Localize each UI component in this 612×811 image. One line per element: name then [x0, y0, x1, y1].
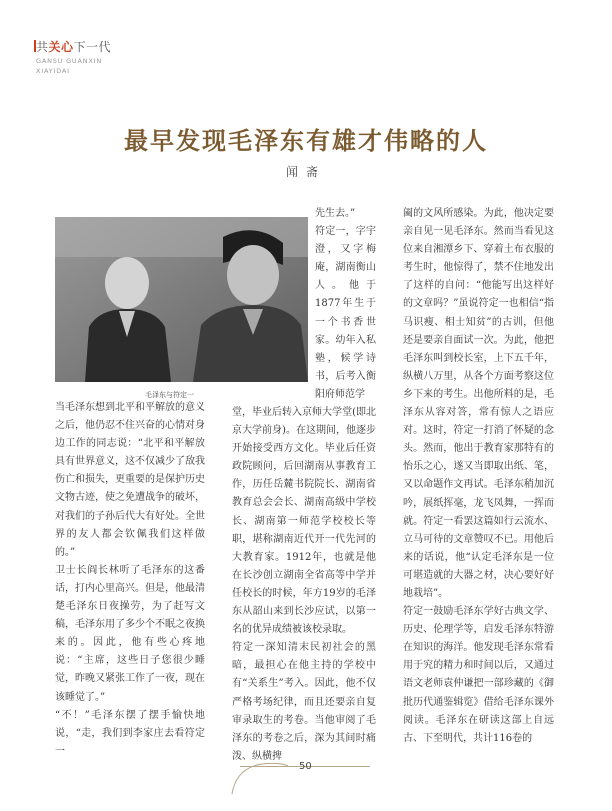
footer-ornament	[230, 756, 290, 796]
paragraph: 符定一深知清末民初社会的黑暗，最担心在他主持的学校中有“关系生”考入。因此，他不仅严格考场纪律，而且还要亲自复审录取生的考卷。当他审阅了毛泽东的考卷之后，深为其间时痛泼、纵横捭	[232, 642, 376, 762]
page-number: 50	[299, 761, 312, 772]
paragraph: 堂，毕业后转入京师大学堂(即北京大学前身)。在这期间，他逐步开始接受西方文化。毕业后任资政院顾问，后回湖南从事教育工作，历任岳麓书院院长、湖南省教育总会会长、湖南高级中学校长、湖南第一师范学校校长等职，堪称湖南近代开一代先河的大教育家。1912年，也就是他在长沙创立湖南全省高等中学并任校长的时候，年方19岁的毛泽东从韶山来到长沙应试，以第一名的优异成绩被该校录取。	[232, 407, 376, 636]
header-accent-bar	[34, 40, 36, 52]
magazine-pinyin-line1: GANSU GUANXIN	[36, 57, 103, 65]
paragraph: 符定一鼓励毛泽东学好古典文学、历史、伦理学等，启发毛泽东特游在知识的海洋。他发现毛泽东常看用于究的精力和时间以后，又通过语文老师袁仲谦把一部珍藏的《御批历代通鉴辑览》借给毛泽东课外阅读。毛泽东在研读这部上自远古、下至明代，共计116卷的	[403, 606, 554, 744]
article-author: 闻斋	[285, 165, 326, 179]
magazine-name-prefix: 共	[36, 40, 49, 54]
paragraph: “不！”毛泽东摆了摆手愉快地说，“走，我们到李家庄去看符定一	[55, 709, 205, 757]
photo-illustration	[55, 217, 308, 382]
historical-photo	[55, 217, 308, 382]
paragraph: 阖的文风所感染。为此，他决定要亲自见一见毛泽东。然而当看见这位来自湘潭乡下、穿着土布衣服的考生时，他惊得了，禁不住地发出了这样的自问：“他能写出这样好的文章吗？”虽说符定一也相信“指马识痩、相士知贫”的古训，但他还是要亲自面试一次。为此，他把毛泽东叫到校长室，上下五千年，纵横八万里，从各个方面考察这位乡下来的考生。出他所料的是，毛泽东从容对答，常有惊人之语应对。这时，符定一打消了怀疑的念头。然而，他出于教育家那特有的怡乐之心，遂又当即取出纸、笔，又以命题作文再试。毛泽东稍加沉吟，展纸挥毫，龙飞凤舞，一挥而就。符定一看罢这篇如行云流水、立马可待的文章赞叹不已。用他后来的话说，他“认定毛泽东是一位可堪造就的大器之材，决心要好好地栽培”。	[403, 208, 554, 599]
text-column-2-lower	[232, 404, 376, 766]
text-column-3	[403, 205, 554, 748]
magazine-pinyin-line2: XIAYIDAI	[36, 67, 70, 75]
paragraph: 卫士长阎长林听了毛泽东的这番话，打内心里高兴。但是，他最清楚毛泽东日夜操劳，为了赶写文稿，毛泽东用了多少个不眠之夜换来的。因此，他有些心疼地说：“主席，这些日子您很少睡觉，昨晚又紧张工作了一夜，现在该睡觉了。”	[55, 564, 205, 703]
text-column-2-upper	[315, 205, 376, 404]
paragraph: 符定一，字宇澄，又字梅庵，湖南衡山人。他于1877年生于一个书香世家。幼年入私塾，候学诗书，后考入衡阳府师范学	[315, 226, 376, 400]
article-title: 最早发现毛泽东有雄才伟略的人	[124, 126, 488, 155]
magazine-name-accent: 关心	[48, 40, 74, 54]
text-column-1	[55, 399, 205, 761]
paragraph: 当毛泽东想到北平和平解放的意义之后，他仍忍不住兴奋的心情对身边工作的同志说：“北平和平解放具有世界意义，这不仅减少了敌我伤亡和损失，更重要的是保护历史文物古迹，使之免遭战争的破坏，对我们的子孙后代大有好处。全世界的友人都会钦佩我们这样做的。”	[55, 402, 205, 558]
magazine-name	[36, 38, 111, 55]
paragraph: 先生去。”	[315, 208, 356, 219]
photo-caption: 毛泽东与符定一	[145, 391, 194, 399]
magazine-header	[36, 38, 111, 75]
magazine-name-suffix: 下一代	[73, 40, 112, 54]
